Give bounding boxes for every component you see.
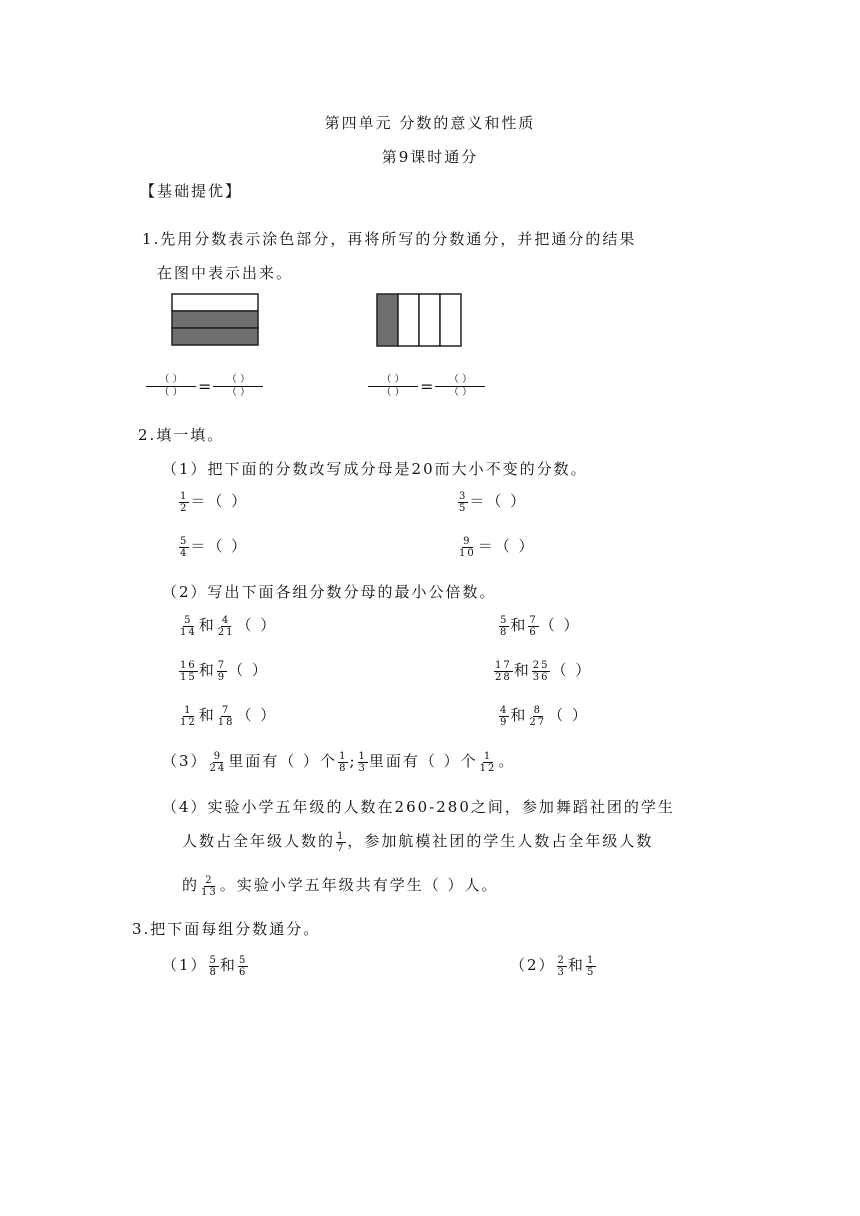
denominator: 8 bbox=[209, 966, 218, 978]
equals-sign: = bbox=[420, 377, 434, 396]
period: 。 bbox=[498, 752, 516, 770]
answer-blank[interactable]: ＝（ ） bbox=[469, 492, 528, 510]
lesson-title: 第9课时通分 bbox=[381, 148, 479, 166]
blank-denominator[interactable]: （ ） bbox=[159, 387, 183, 398]
join-word: 和 bbox=[567, 956, 585, 974]
strip-shaded-1 bbox=[172, 311, 258, 328]
blank-denominator[interactable]: （ ） bbox=[226, 387, 250, 398]
numerator: 1 bbox=[358, 750, 367, 762]
sub1-item-1[interactable] bbox=[178, 490, 248, 514]
q2-sub4-line2 bbox=[182, 830, 653, 854]
denominator: 12 bbox=[479, 762, 497, 774]
denominator: 6 bbox=[238, 966, 248, 978]
column-blank-1 bbox=[398, 294, 419, 346]
equals-sign: = bbox=[198, 377, 212, 396]
q1-line1: 1.先用分数表示涂色部分，再将所写的分数通分，并把通分的结果 bbox=[142, 230, 637, 248]
numerator: 7 bbox=[221, 704, 231, 716]
denominator: 8 bbox=[339, 762, 348, 774]
numerator: 5 bbox=[184, 614, 193, 626]
blank-numerator[interactable]: （ ） bbox=[368, 374, 418, 387]
numerator: 7 bbox=[529, 614, 538, 626]
q2-title: 2.填一填。 bbox=[138, 426, 225, 444]
numerator: 1 bbox=[586, 954, 596, 966]
answer-blank[interactable]: （ ） bbox=[236, 616, 278, 634]
sub4-text: ，参加航模社团的学生人数占全年级人数 bbox=[347, 832, 654, 850]
q1-answer-right[interactable] bbox=[368, 374, 485, 399]
numerator: 17 bbox=[495, 659, 512, 671]
q2-sub2-prompt: （2）写出下面各组分数分母的最小公倍数。 bbox=[162, 583, 497, 601]
blank-numerator[interactable]: （ ） bbox=[435, 374, 485, 387]
column-shaded bbox=[377, 294, 398, 346]
sub1-item-4[interactable] bbox=[457, 535, 536, 559]
part-label: （2） bbox=[510, 956, 556, 974]
numerator: 16 bbox=[180, 659, 197, 671]
answer-blank[interactable]: （ ） bbox=[236, 706, 278, 724]
sub4-text: 的 bbox=[182, 876, 200, 894]
lcm-pair-2[interactable] bbox=[498, 614, 581, 638]
numerator: 9 bbox=[213, 750, 223, 762]
answer-blank[interactable]: （ ） bbox=[548, 706, 589, 724]
answer-blank[interactable]: （ ） bbox=[228, 661, 269, 679]
denominator: 13 bbox=[201, 886, 218, 898]
strip-figure bbox=[171, 293, 261, 349]
denominator: 4 bbox=[180, 547, 189, 559]
lcm-pair-1[interactable] bbox=[178, 614, 277, 638]
denominator: 6 bbox=[529, 626, 538, 638]
denominator: 2 bbox=[180, 502, 189, 514]
join-word: 和 bbox=[198, 661, 216, 679]
numerator: 1 bbox=[337, 830, 346, 842]
column-blank-2 bbox=[419, 294, 440, 346]
denominator: 9 bbox=[217, 671, 227, 683]
numerator: 7 bbox=[217, 659, 227, 671]
sub3-text-1[interactable]: 里面有（ ）个 bbox=[228, 752, 338, 770]
numerator: 1 bbox=[339, 750, 348, 762]
denominator: 18 bbox=[217, 716, 235, 728]
join-word: 和 bbox=[198, 706, 216, 724]
join-word: 和 bbox=[513, 661, 531, 679]
numerator: 9 bbox=[463, 535, 472, 547]
denominator: 27 bbox=[529, 716, 547, 728]
join-word: 和 bbox=[198, 616, 216, 634]
part-label: （1） bbox=[162, 956, 208, 974]
answer-blank[interactable]: ＝（ ） bbox=[477, 537, 536, 555]
denominator: 5 bbox=[459, 502, 468, 514]
numerator: 2 bbox=[557, 954, 566, 966]
numerator: 8 bbox=[533, 704, 542, 716]
strip-shaded-2 bbox=[172, 328, 258, 345]
q2-sub3[interactable] bbox=[162, 750, 515, 774]
lcm-pair-6[interactable] bbox=[498, 704, 589, 728]
q2-sub4-line1: （4）实验小学五年级的人数在260-280之间，参加舞蹈社团的学生 bbox=[162, 798, 675, 816]
denominator: 5 bbox=[586, 966, 596, 978]
numerator: 5 bbox=[500, 614, 509, 626]
q2-sub1-prompt: （1）把下面的分数改写成分母是20而大小不变的分数。 bbox=[162, 460, 588, 478]
numerator: 5 bbox=[180, 535, 189, 547]
numerator: 25 bbox=[532, 659, 550, 671]
lcm-pair-3[interactable] bbox=[178, 659, 269, 683]
separator: ; bbox=[349, 752, 357, 770]
numerator: 1 bbox=[483, 750, 493, 762]
numerator: 4 bbox=[221, 614, 231, 626]
blank-denominator[interactable]: （ ） bbox=[381, 387, 405, 398]
sub1-item-2[interactable] bbox=[457, 490, 527, 514]
denominator: 9 bbox=[500, 716, 509, 728]
numerator: 1 bbox=[184, 704, 193, 716]
section-heading: 【基础提优】 bbox=[140, 182, 243, 200]
denominator: 28 bbox=[495, 671, 512, 683]
sub3-text-2[interactable]: 里面有（ ）个 bbox=[368, 752, 478, 770]
blank-numerator[interactable]: （ ） bbox=[146, 374, 196, 387]
join-word: 和 bbox=[219, 956, 237, 974]
join-word: 和 bbox=[510, 706, 528, 724]
denominator: 36 bbox=[532, 671, 550, 683]
unit-title: 第四单元 分数的意义和性质 bbox=[324, 114, 536, 132]
denominator: 3 bbox=[358, 762, 367, 774]
answer-blank[interactable]: 。实验小学五年级共有学生（ ）人。 bbox=[219, 876, 499, 894]
denominator: 8 bbox=[500, 626, 509, 638]
answer-blank[interactable]: （ ） bbox=[539, 616, 581, 634]
numerator: 2 bbox=[205, 874, 214, 886]
blank-denominator[interactable]: （ ） bbox=[448, 387, 472, 398]
denominator: 15 bbox=[180, 671, 197, 683]
denominator: 10 bbox=[459, 547, 476, 559]
q1-line2: 在图中表示出来。 bbox=[157, 264, 294, 282]
strip-blank bbox=[172, 294, 258, 311]
sub1-item-3[interactable] bbox=[178, 535, 248, 559]
denominator: 14 bbox=[180, 626, 197, 638]
join-word: 和 bbox=[510, 616, 528, 634]
q1-answer-left[interactable] bbox=[146, 374, 263, 399]
denominator: 3 bbox=[557, 966, 566, 978]
q3-title: 3.把下面每组分数通分。 bbox=[132, 920, 321, 938]
denominator: 21 bbox=[217, 626, 235, 638]
numerator: 4 bbox=[500, 704, 509, 716]
blank-numerator[interactable]: （ ） bbox=[213, 374, 263, 387]
lcm-pair-5[interactable] bbox=[178, 704, 277, 728]
q3-part-1[interactable] bbox=[162, 954, 249, 978]
numerator: 5 bbox=[238, 954, 248, 966]
numerator: 5 bbox=[209, 954, 218, 966]
answer-blank[interactable]: ＝（ ） bbox=[190, 492, 249, 510]
lcm-pair-4[interactable] bbox=[493, 659, 592, 683]
answer-blank[interactable]: （ ） bbox=[551, 661, 593, 679]
denominator: 7 bbox=[337, 842, 346, 854]
q3-part-2[interactable] bbox=[510, 954, 597, 978]
numerator: 1 bbox=[180, 490, 189, 502]
column-figure bbox=[376, 293, 466, 349]
denominator: 24 bbox=[209, 762, 227, 774]
numerator: 3 bbox=[459, 490, 468, 502]
column-blank-3 bbox=[440, 294, 461, 346]
denominator: 12 bbox=[180, 716, 197, 728]
sub4-text: 人数占全年级人数的 bbox=[182, 832, 336, 850]
q2-sub4-line3[interactable] bbox=[182, 874, 499, 898]
answer-blank[interactable]: ＝（ ） bbox=[190, 537, 249, 555]
sub3-label: （3） bbox=[162, 752, 208, 770]
